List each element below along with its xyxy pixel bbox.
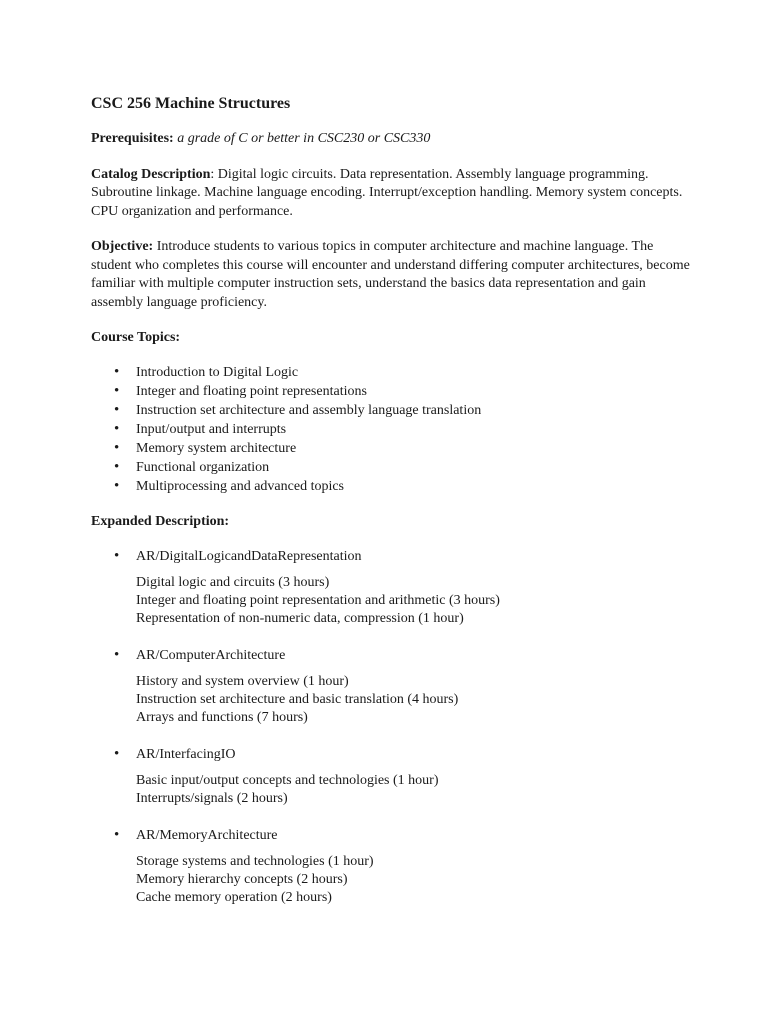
expanded-item: Memory hierarchy concepts (2 hours) [136,872,348,887]
course-topic-item: • Integer and floating point representations [91,382,691,401]
expanded-section-title: • AR/MemoryArchitecture [91,826,691,845]
course-topic-item: • Memory system architecture [91,439,691,458]
catalog-description-paragraph [91,166,691,222]
prerequisites-label: Prerequisites: [91,131,174,146]
objective-paragraph [91,238,691,312]
expanded-section-computer-architecture [91,646,691,727]
course-topic-item: • Multiprocessing and advanced topics [91,477,691,496]
expanded-section-items [91,673,691,727]
expanded-section-items [91,574,691,628]
objective-text: Introduce students to various topics in computer architecture and machine language. The student who completes this course will encounter and understand differing computer architectures, become familiar with multiple computer instruction sets, understand the basics data representation and gain assembly language proficiency. [91,239,690,310]
expanded-item: History and system overview (1 hour) [136,674,349,689]
course-topic-item: • Introduction to Digital Logic [91,363,691,382]
expanded-section-title: • AR/InterfacingIO [91,745,691,764]
catalog-description-text: : Digital logic circuits. Data representation. Assembly language programming. Subroutine linkage. Machine language encoding. Interrupt/exception handling. Memory system concepts. CPU organization and performance. [91,166,683,219]
prerequisites-text: a grade of C or better in CSC230 or CSC330 [177,131,431,146]
expanded-item: Cache memory operation (2 hours) [136,890,332,905]
expanded-section-digital-logic [91,547,691,628]
course-topics-heading: Course Topics: [91,330,181,345]
course-topic-item: • Instruction set architecture and assembly language translation [91,401,691,420]
course-topic-item: • Functional organization [91,458,691,477]
expanded-item: Digital logic and circuits (3 hours) [136,575,330,590]
expanded-description-heading: Expanded Description: [91,514,230,529]
expanded-item: Arrays and functions (7 hours) [136,710,308,725]
expanded-item: Basic input/output concepts and technologies (1 hour) [136,773,439,788]
course-topics-list [91,363,691,496]
expanded-item: Representation of non-numeric data, compression (1 hour) [136,611,464,626]
expanded-item: Integer and floating point representation and arithmetic (3 hours) [136,593,500,608]
document-page [91,94,691,925]
expanded-section-interfacing-io [91,745,691,808]
expanded-section-title: • AR/DigitalLogicandDataRepresentation [91,547,691,566]
course-topic-item: • Input/output and interrupts [91,420,691,439]
page-title: CSC 256 Machine Structures [91,95,291,112]
objective-label: Objective: [91,239,154,254]
expanded-section-title: • AR/ComputerArchitecture [91,646,691,665]
prerequisites-paragraph [91,130,691,149]
expanded-section-items [91,853,691,907]
expanded-item: Instruction set architecture and basic translation (4 hours) [136,692,459,707]
catalog-description-label: Catalog Description [91,166,211,182]
expanded-section-items [91,772,691,808]
expanded-section-memory-architecture [91,826,691,907]
expanded-item: Interrupts/signals (2 hours) [136,791,288,806]
expanded-item: Storage systems and technologies (1 hour) [136,854,374,869]
